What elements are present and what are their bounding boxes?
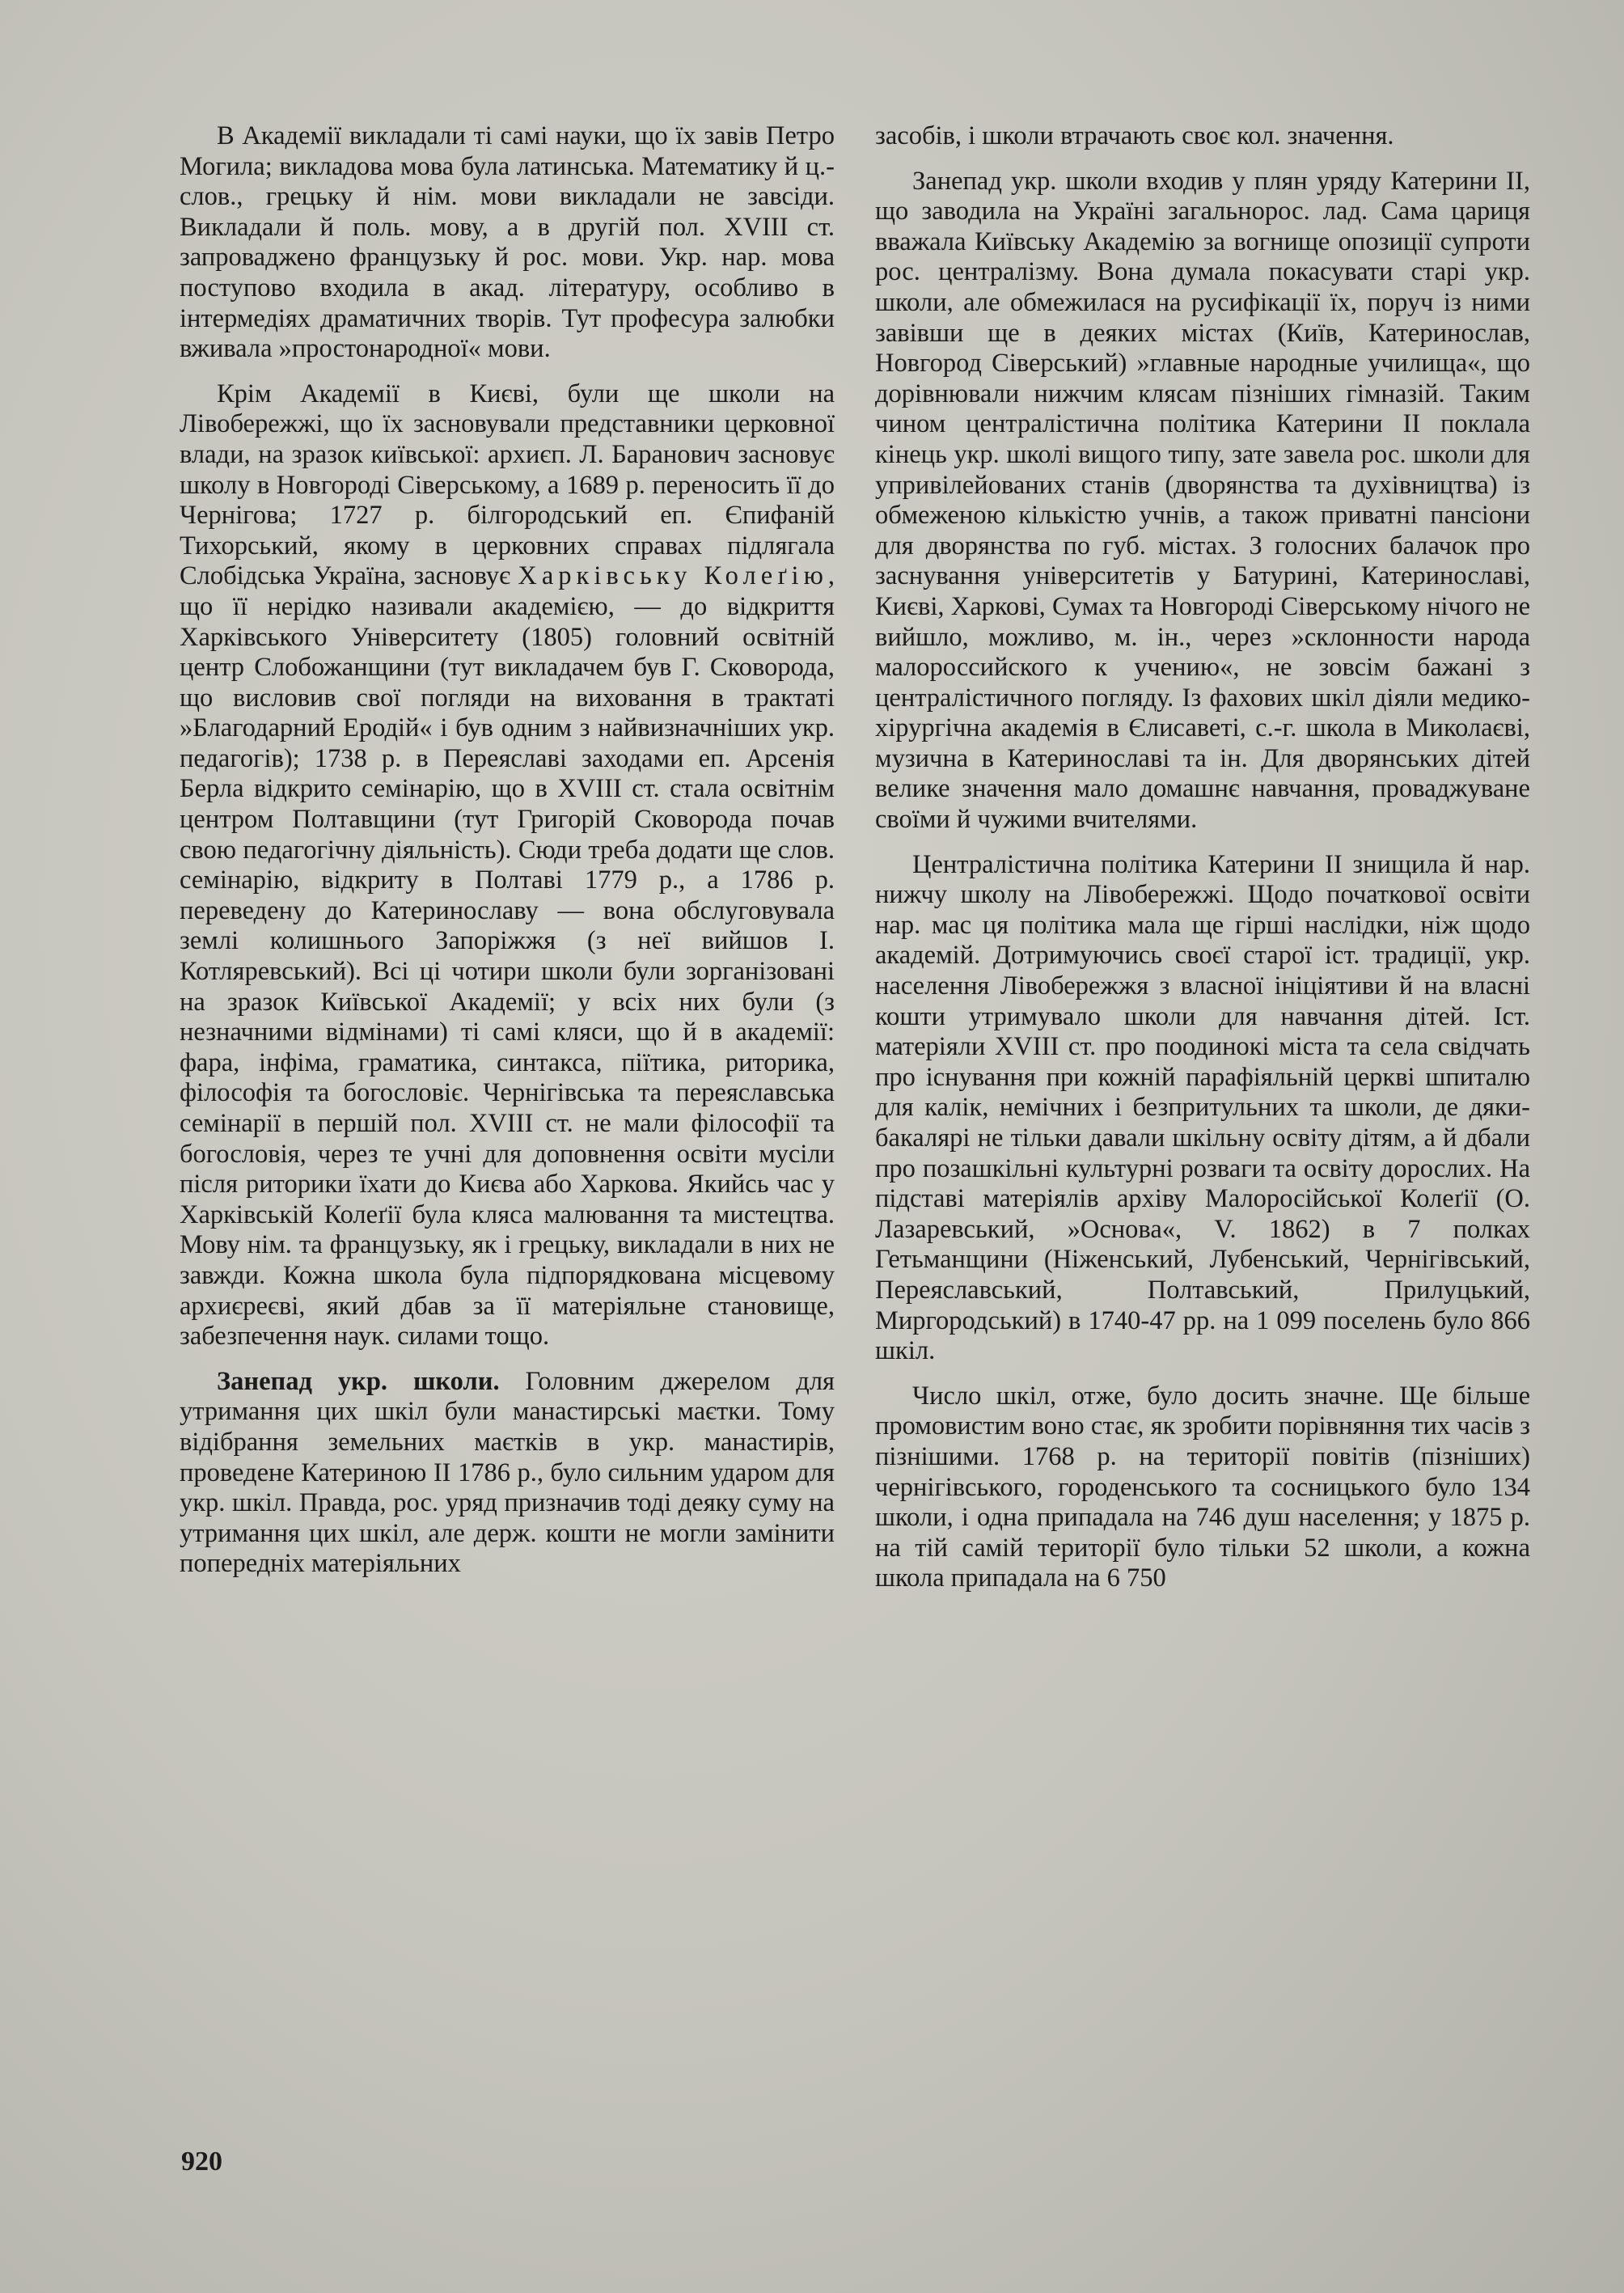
paragraph-primary-education: Централістична політика Катерини II знищила й нар. нижчу школу на Лівобережжі. Щодо початкової освіти нар. мас ця політика мала ще гірші наслідки, ніж щодо академій. Дотримуючись своєї старої іст. традиції, укр. населення Лівобережжя з власної ініціятиви й на власні кошти утримувало школи для навчання дітей. Іст. матеріяли XVIII ст. про поодинокі міста та села свідчать про існування при кожній парафіяльній церкві шпиталю для калік, немічних і безпритульних та школи, де дяки-бакалярі не тільки давали шкільну освіту дітям, а й дбали про позашкільні культурні розваги та освіту дорослих. На підставі матеріялів архіву Малоросійської Колеґії (О. Лазаревський, »Основа«, V. 1862) в 7 полках Гетьманщини (Ніженський, Лубенський, Чернігівський, Переяславський, Полтавський, Прилуцький, Миргородський) в 1740-47 рр. на 1 099 поселень було 866 шкіл. [875, 849, 1530, 1366]
paragraph-catherine-policy: Занепад укр. школи входив у плян уряду Катерини II, що заводила на Україні загальнорос. лад. Сама цариця вважала Київську Академію за вогнище опозиції супроти рос. централізму. Вона думала покасувати старі укр. школи, але обмежилася на русифікації їх, поруч із ними завівши ще в деяких містах (Київ, Катеринослав, Новгород Сіверський) »главные народные училища«, що дорівнювали нижчим клясам пізніших гімназій. Таким чином централістична політика Катерини II поклала кінець укр. школі вищого типу, зате завела рос. школи для упривілейованих станів (дворянства та духівництва) із обмеженою кількістю учнів, а також приватні пансіони для дворянства по губ. містах. З голосних балачок про заснування університетів у Батурині, Катеринославі, Києві, Харкові, Сумах та Новгороді Сіверському нічого не вийшло, можливо, м. ін., через »склонности народа малороссийского к учению«, не зовсім бажані з централістичного погляду. Із фахових шкіл діяли медико-хірургічна академія в Єлисаветі, с.-г. школа в Миколаєві, музична в Катеринославі та ін. Для дворянських дітей велике значення мало домашнє навчання, проваджуване своїми й чужими вчителями. [875, 166, 1530, 835]
paragraph-continuation: засобів, і школи втрачають своє кол. значення. [875, 121, 1394, 150]
section-heading-school-decline: Занепад укр. школи. [217, 1366, 500, 1396]
paragraph-school-decline [180, 1367, 835, 1580]
paragraph-school-decline-text: Головним джерелом для утримання цих шкіл були манастирські маєтки. Тому відібрання земельних маєтків в укр. манастирів, проведене Катериною II 1786 р., було сильним ударом для укр. шкіл. Правда, рос. уряд призначив тоді деяку суму на утримання цих шкіл, але держ. кошти не могли замінити попередніх матеріяльних [180, 1366, 835, 1579]
page-number: 920 [181, 2147, 222, 2177]
kharkiv-collegium-spaced-term: Харківську Колеґію [518, 561, 828, 591]
paragraph-academy-subjects: В Академії викладали ті самі науки, що їх завів Петро Могила; викладова мова була латинська. Математику й ц.-слов., грецьку й нім. мови викладали не завсіди. Викладали й поль. мову, а в другій пол. XVIII ст. запроваджено французьку й рос. мови. Укр. нар. мова поступово входила в акад. літературу, особливо в інтермедіях драматичних творів. Тут професура залюбки вживала »простонародної« мови. [180, 121, 835, 364]
paragraph-left-bank-schools-part-1: Крім Академії в Києві, були ще школи на Лівобережжі, що їх засновували представники церковної влади, на зразок київської: архиєп. Л. Баранович засновує школу в Новгороді Сіверському, а 1689 р. переносить її до Чернігова; 1727 р. білгородський еп. Єпифаній Тихорський, якому в церковних справах підлягала Слобідська Україна, засновує [180, 379, 835, 591]
right-column [875, 121, 1530, 1594]
left-column [180, 121, 835, 1580]
paragraph-school-counts: Число шкіл, отже, було досить значне. Ще більше промовистим воно стає, як зробити порівняння тих часів з пізнішими. 1768 р. на території повітів (пізніших) чернігівського, городенського та сосницького було 134 школи, і одна припадала на 746 душ населення; у 1875 р. на тій самій території було тільки 52 школи, а кожна школа припадала на 6 750 [875, 1381, 1530, 1593]
paragraph-left-bank-schools [180, 379, 835, 1352]
paragraph-left-bank-schools-part-2: , що її нерідко називали академією, — до відкриття Харківського Університету (1805) головний освітній центр Слобожанщини (тут викладачем був Г. Сковорода, що висловив свої погляди на виховання в трактаті »Благодарний Еродій« і був одним з найвизначніших укр. педагогів); 1738 р. в Переяславі заходами еп. Арсенія Берла відкрито семінарію, що в XVIII ст. стала освітнім центром Полтавщини (тут Григорій Сковорода почав свою педагогічну діяльність). Сюди треба додати ще слов. семінарію, відкриту в Полтаві 1779 р., а 1786 р. переведену до Катеринославу — вона обслуговувала землі колишнього Запоріжжя (з неї вийшов І. Котляревський). Всі ці чотири школи були зорганізовані на зразок Київської Академії; у всіх них були (з незначними відмінами) ті самі кляси, що й в академії: фара, інфіма, граматика, синтакса, піїтика, риторика, філософія та богословіє. Чернігівська та переяславська семінарії в першій пол. XVIII ст. не мали філософії та богословія, через те учні для доповнення освіти мусіли після риторики їхати до Києва або Харкова. Якийсь час у Харківській Колеґії була кляса малювання та мистецтва. Мову нім. та французьку, як і грецьку, викладали в них не завжди. Кожна школа була підпорядкована місцевому архиєреєві, який дбав за її матеріяльне становище, забезпечення наук. силами тощо. [180, 561, 835, 1352]
